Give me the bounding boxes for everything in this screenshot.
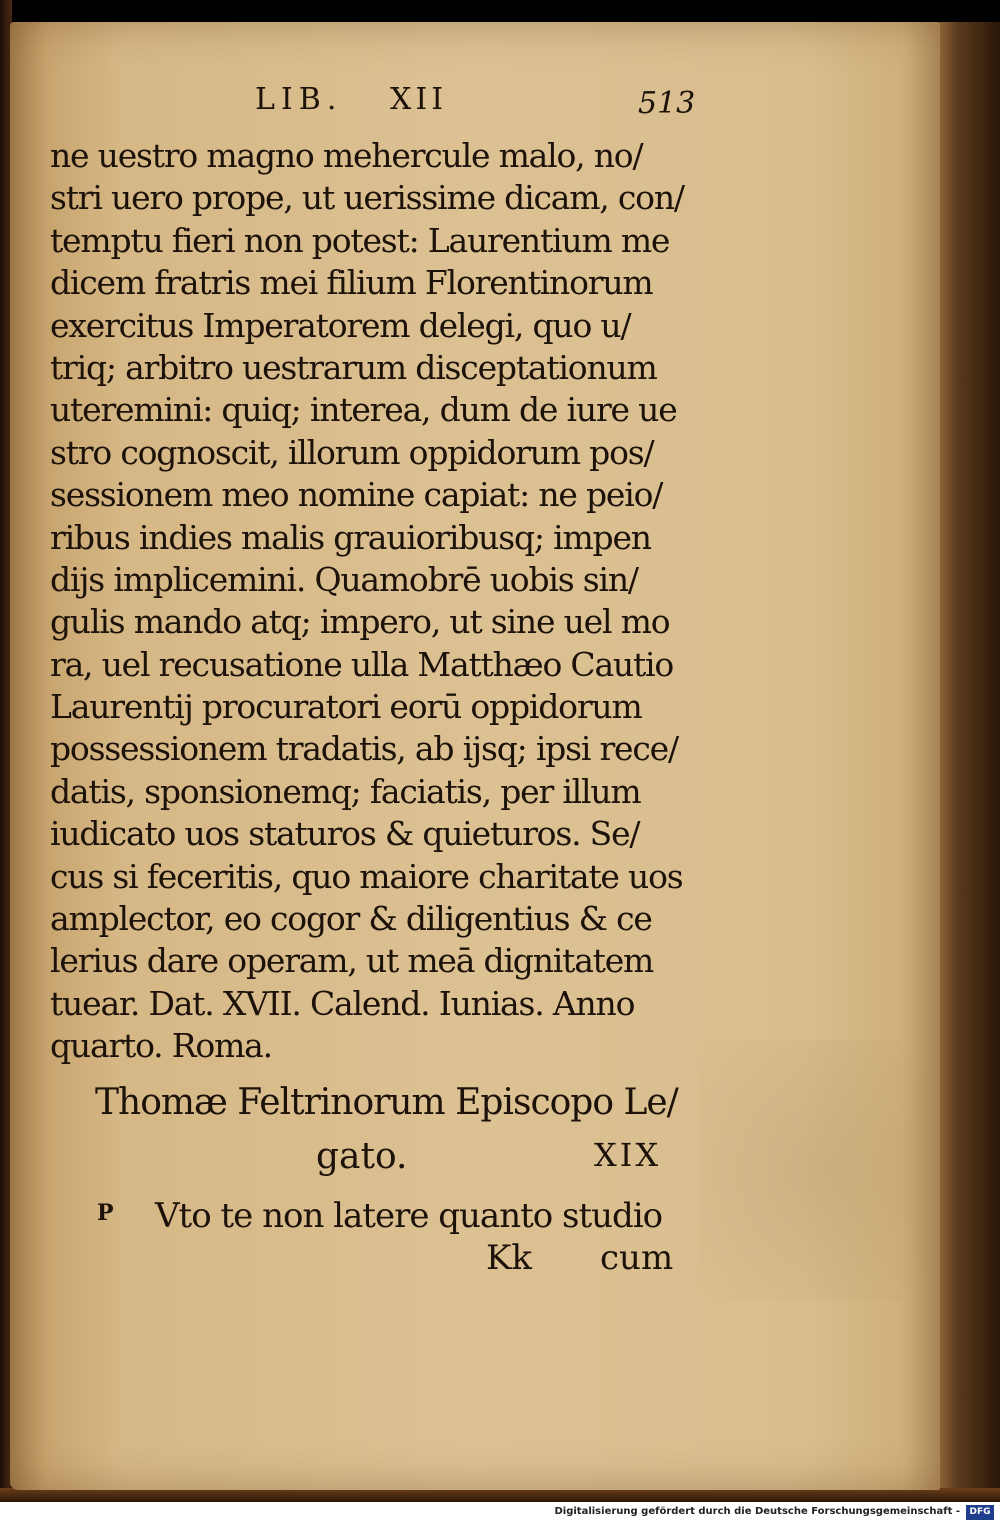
text-line: stro cognoscit, illorum oppidorum pos/ [50,432,654,472]
text-line: datis, sponsionemq; faciatis, per illum [50,771,641,811]
letter-opening-line: Vto te non latere quanto studio [155,1196,663,1236]
text-line: gulis mando atq; impero, ut sine uel mo [50,602,670,642]
folio-number: 513 [638,86,696,121]
text-line: dijs implicemini. Quamobrē uobis sin/ [50,559,638,599]
body-text [50,135,684,1068]
text-line: ra, uel recusatione ulla Matthæo Cautio [50,644,674,684]
text-line: uteremini: quiq; interea, dum de iure ue [50,390,677,430]
letter-heading-line-2: gato. [316,1136,408,1177]
text-line: temptu fieri non potest: Laurentium me [50,220,670,260]
page-edge-right [940,22,1000,1502]
text-line: sessionem meo nomine capiat: ne peio/ [50,475,663,515]
catchword: cum [600,1238,674,1278]
footer-bar [0,1502,1000,1524]
text-line: iudicato uos staturos & quieturos. Se/ [50,814,640,854]
text-line: cus si feceritis, quo maiore charitate uos [50,856,683,896]
text-line: tuear. Dat. XVII. Calend. Iunias. Anno [50,983,635,1023]
signature-mark: Kk [486,1238,533,1278]
text-line: stri uero prope, ut uerissime dicam, con/ [50,178,684,218]
footer-credit: Digitalisierung gefördert durch die Deutsche Forschungsgemeinschaft - [554,1506,960,1517]
text-line: Laurentij procuratori eorū oppidorum [50,687,642,727]
text-line: lerius dare operam, ut meā dignitatem [50,941,654,981]
text-line: exercitus Imperatorem delegi, quo u/ [50,305,631,345]
text-line: possessionem tradatis, ab ijsq; ipsi rece/ [50,729,678,769]
text-line: ne uestro magno mehercule malo, no/ [50,136,643,175]
page-edge-bottom [0,1488,1000,1502]
letter-heading-line-1: Thomæ Feltrinorum Episcopo Le/ [95,1082,678,1123]
dfg-logo-icon: DFG [966,1505,994,1520]
text-line: amplector, eo cogor & diligentius & ce [50,899,652,939]
guide-letter: P [97,1200,114,1226]
text-line: triq; arbitro uestrarum disceptationum [50,347,657,387]
letter-number: XIX [594,1136,662,1174]
show-through-bleed [700,1040,930,1300]
text-line: quarto. Roma. [50,1026,272,1066]
text-line: dicem fratris mei filium Florentinorum [50,263,653,303]
running-head-number: XII [390,82,448,117]
running-head-book: LIB. [255,82,343,117]
text-line: ribus indies malis grauioribusq; impen [50,517,651,557]
